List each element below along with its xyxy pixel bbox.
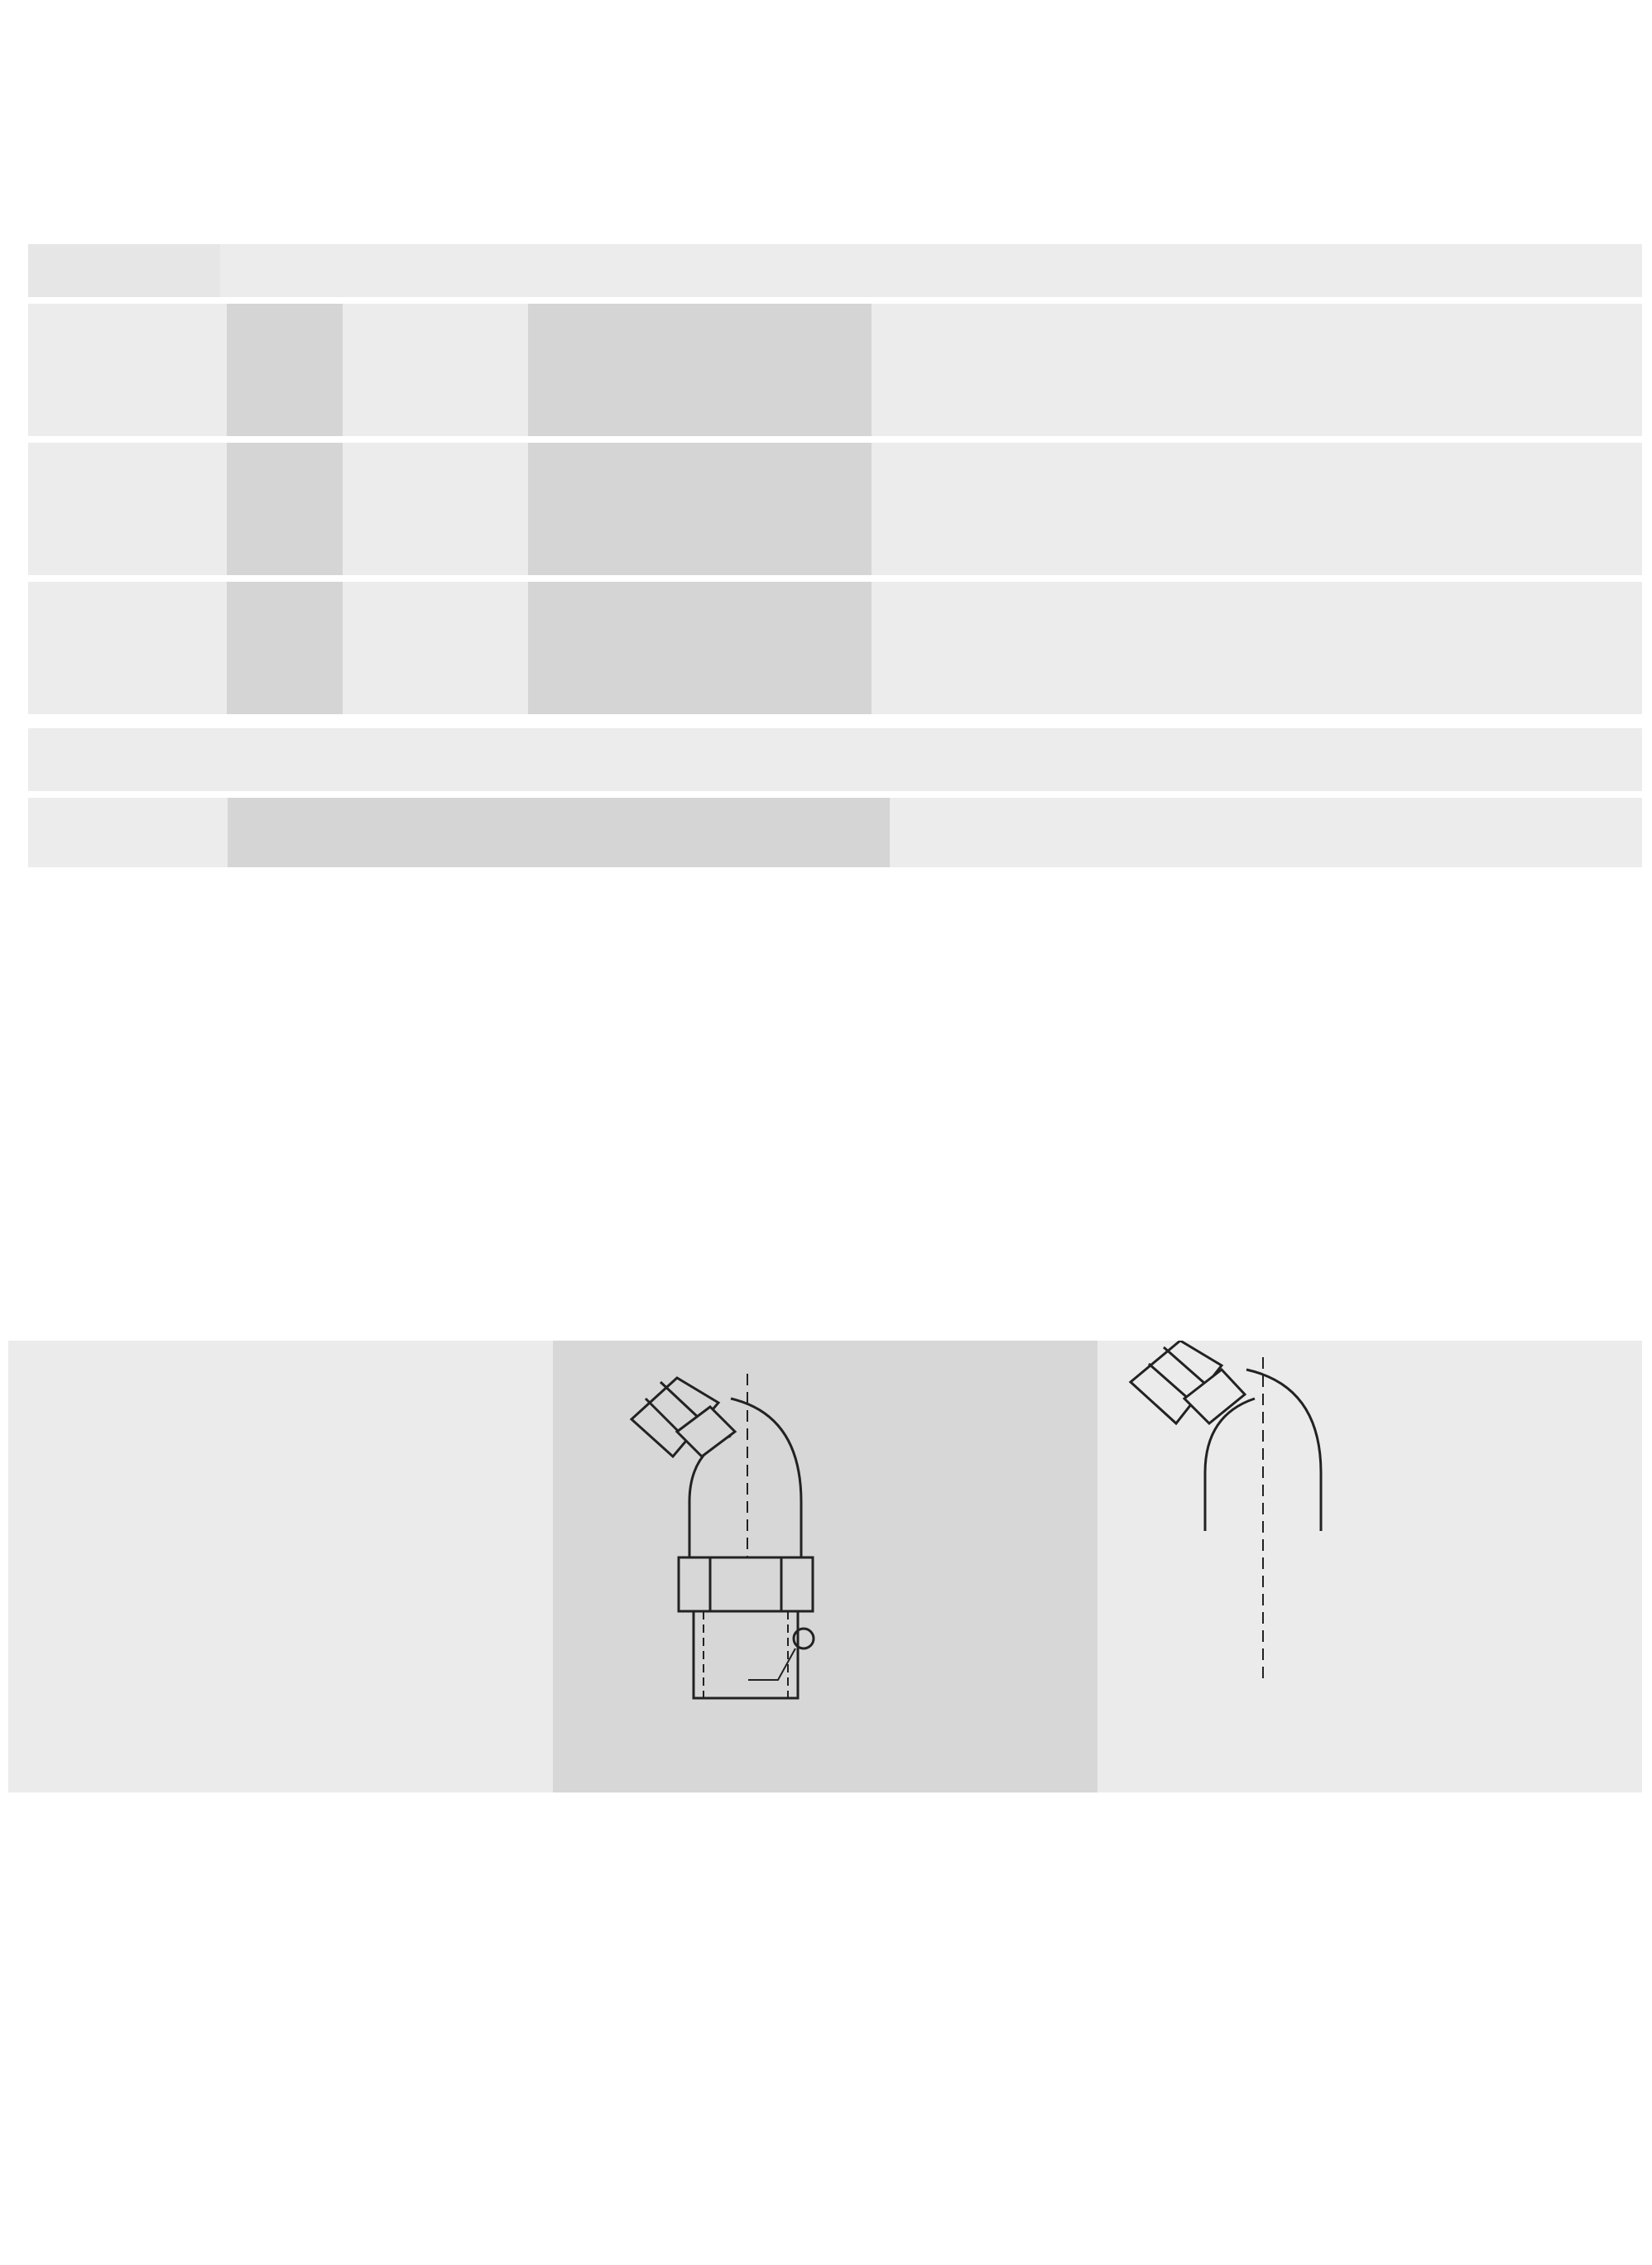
row-grade (28, 582, 220, 714)
row-condition (528, 304, 872, 436)
table-row (28, 304, 1642, 436)
row-mark (227, 582, 342, 714)
grade-table (28, 728, 1642, 874)
grade-table-row (28, 798, 1642, 867)
row-scope (872, 582, 1642, 714)
row-grade (28, 304, 220, 436)
row-mark (227, 443, 342, 575)
grade-table-header (28, 728, 1642, 791)
row-condition (528, 582, 872, 714)
nozzle-panel (1097, 1341, 1642, 1792)
header-scope (872, 244, 1642, 297)
row-force (343, 582, 528, 714)
header-mark (227, 244, 342, 297)
row-force (343, 443, 528, 575)
header-grade (28, 244, 220, 297)
row-force (343, 304, 528, 436)
nozzle-panel (553, 1341, 1097, 1792)
table-row (28, 443, 1642, 575)
header-condition (528, 244, 872, 297)
grade-header-2 (228, 728, 890, 791)
row-scope (872, 443, 1642, 575)
angled-nozzle-large-drawing (1097, 1341, 1642, 1792)
row-scope (872, 304, 1642, 436)
grade-row-interchangeable (228, 798, 890, 867)
table-row (28, 582, 1642, 714)
grade-header-1 (28, 728, 221, 791)
preload-table (28, 244, 1642, 721)
nozzle-panel-empty (8, 1341, 553, 1792)
angled-nozzle-drawing (553, 1341, 1097, 1792)
row-condition (528, 443, 872, 575)
grade-row-label (28, 798, 221, 867)
grade-row-non-interchangeable (890, 798, 1642, 867)
header-force (343, 244, 528, 297)
row-mark (227, 304, 342, 436)
grade-header-3 (890, 728, 1642, 791)
table-header-row (28, 244, 1642, 297)
row-grade (28, 443, 220, 575)
